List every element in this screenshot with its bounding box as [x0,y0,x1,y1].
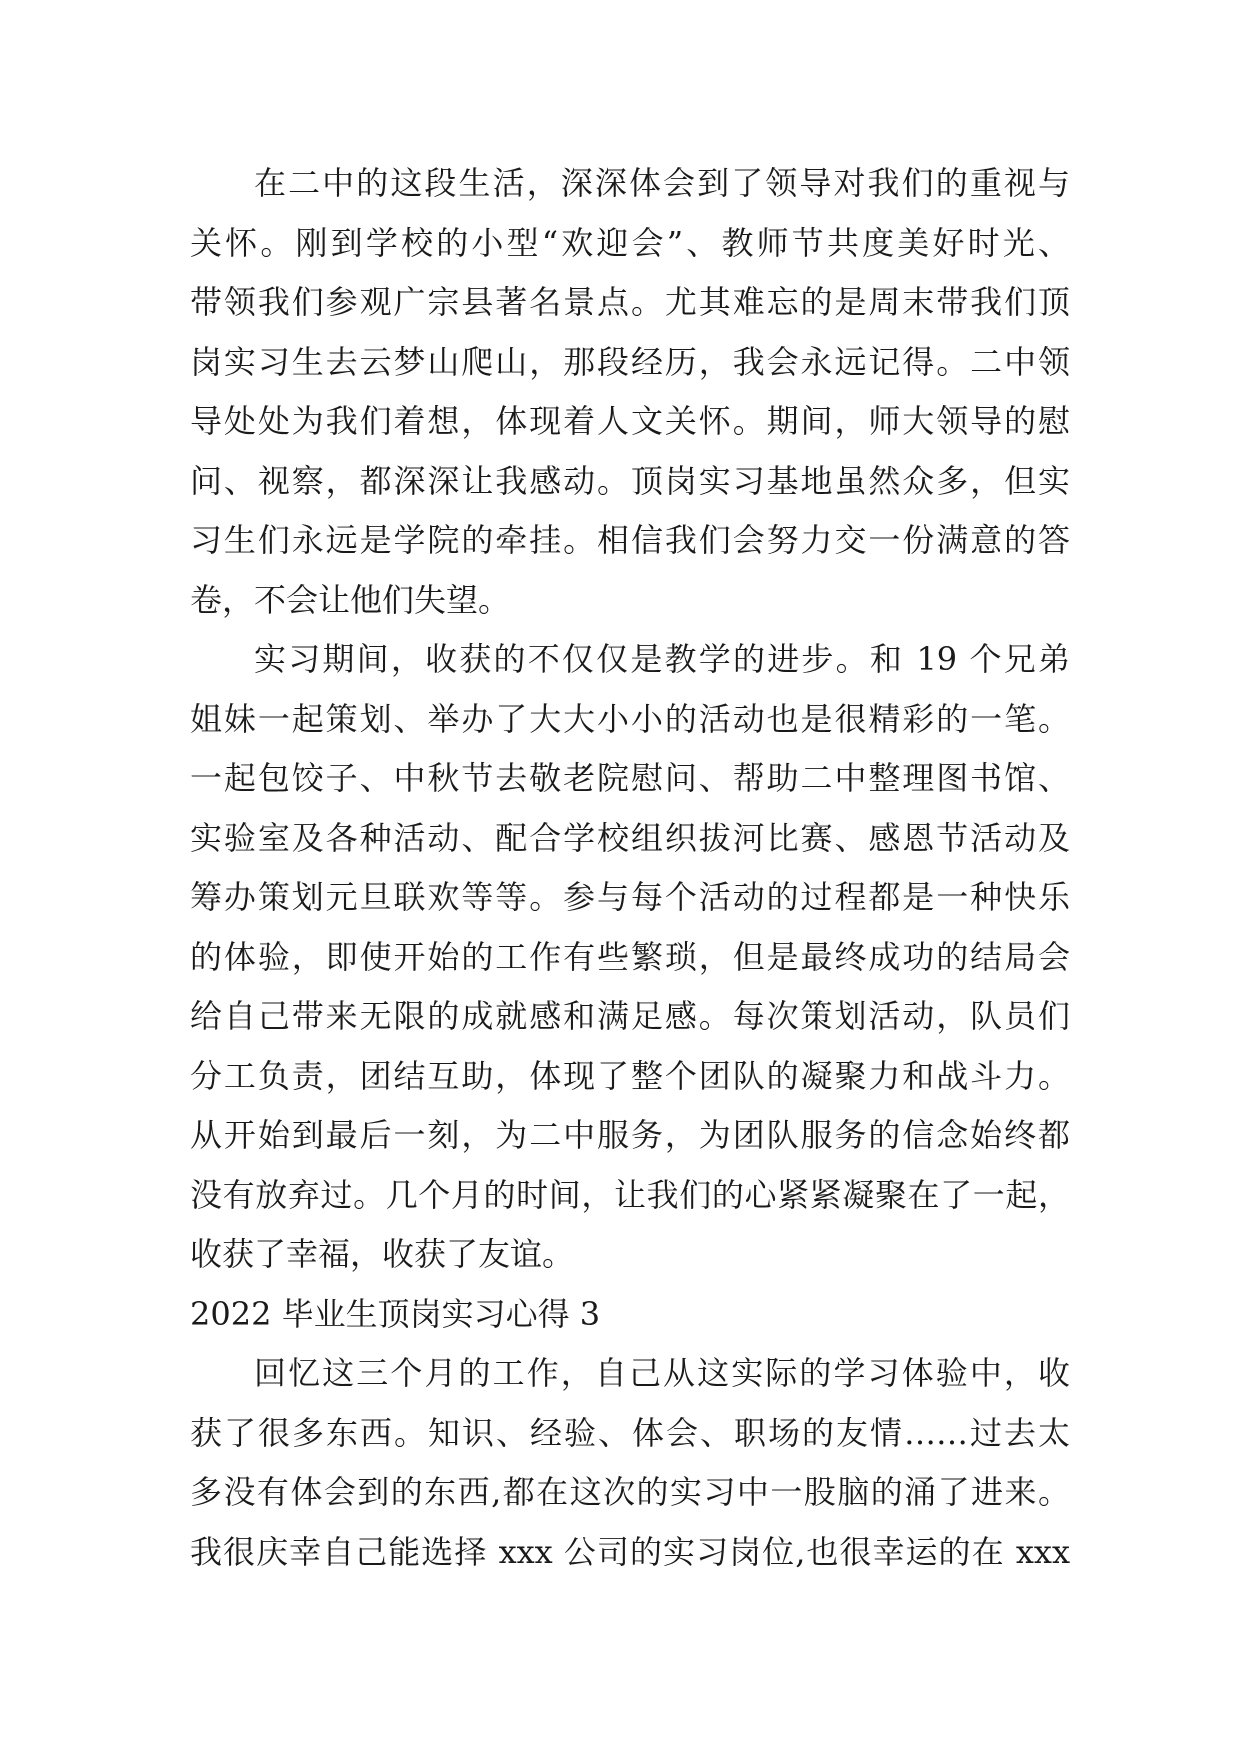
text-line: 实验室及各种活动、配合学校组织拔河比赛、感恩节活动及 [190,818,1070,857]
text-line: 问、视察，都深深让我感动。顶岗实习基地虽然众多，但实 [190,461,1070,500]
text-line: 实习期间，收获的不仅仅是教学的进步。和 19 个兄弟 [254,640,1070,678]
text-line: 多没有体会到的东西,都在这次的实习中一股脑的涌了进来。 [190,1473,1070,1511]
text-line: 岗实习生去云梦山爬山，那段经历，我会永远记得。二中领 [190,342,1070,381]
text-line: 给自己带来无限的成就感和满足感。每次策划活动，队员们 [190,997,1070,1035]
text-line: 关怀。刚到学校的小型“欢迎会”、教师节共度美好时光、 [190,223,1070,262]
text-line: 从开始到最后一刻，为二中服务，为团队服务的信念始终都 [190,1116,1070,1154]
text-line: 没有放弃过。几个月的时间，让我们的心紧紧凝聚在了一起， [190,1175,1070,1214]
text-line: 收获了幸福，收获了友谊。 [190,1235,575,1273]
text-line: 姐妹一起策划、举办了大大小小的活动也是很精彩的一笔。 [190,699,1070,738]
text-line: 卷，不会让他们失望。 [190,580,511,619]
text-line: 导处处为我们着想，体现着人文关怀。期间，师大领导的慰 [190,402,1070,440]
text-line: 获了很多东西。知识、经验、体会、职场的友情……过去太 [190,1413,1070,1452]
document-body [190,154,1070,1582]
text-line: 分工负责，团结互助，体现了整个团队的凝聚力和战斗力。 [190,1056,1070,1095]
text-line: 2022 毕业生顶岗实习心得 3 [190,1294,601,1333]
text-line: 我很庆幸自己能选择 xxx 公司的实习岗位,也很幸运的在 xxx [190,1532,1070,1571]
text-line: 回忆这三个月的工作，自己从这实际的学习体验中，收 [254,1354,1070,1392]
text-line: 筹办策划元旦联欢等等。参与每个活动的过程都是一种快乐 [190,878,1070,916]
text-line: 的体验，即使开始的工作有些繁琐，但是最终成功的结局会 [190,937,1070,976]
text-line: 习生们永远是学院的牵挂。相信我们会努力交一份满意的答 [190,521,1070,559]
text-line: 一起包饺子、中秋节去敬老院慰问、帮助二中整理图书馆、 [190,759,1070,797]
text-line: 在二中的这段生活，深深体会到了领导对我们的重视与 [254,164,1070,202]
text-line: 带领我们参观广宗县著名景点。尤其难忘的是周末带我们顶 [190,283,1070,321]
